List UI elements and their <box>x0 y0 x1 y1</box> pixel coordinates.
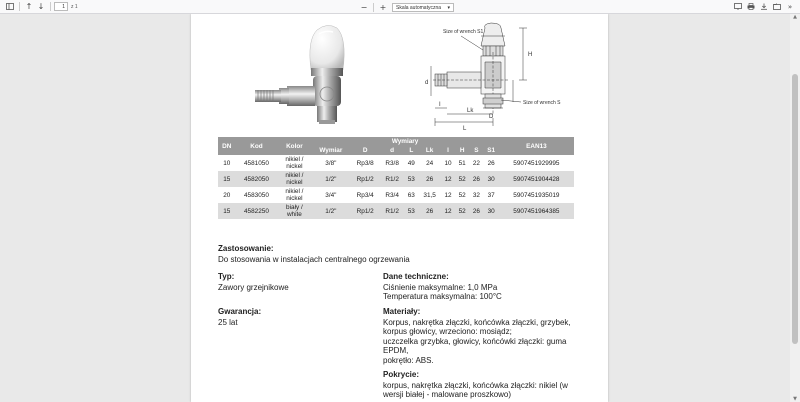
table-cell: R3/8 <box>385 159 399 167</box>
table-cell: Rp1/2 <box>350 203 380 219</box>
table-cell: 30 <box>483 171 498 187</box>
table-cell: 5907451935019 <box>513 191 560 199</box>
table-cell: 31,5 <box>423 191 436 199</box>
table-cell: 5907451904428 <box>499 171 574 187</box>
table-cell: 10 <box>223 159 231 167</box>
table-cell: R3/4 <box>385 191 399 199</box>
toolbar-right-group <box>732 1 800 13</box>
table-cell: 52 <box>455 171 469 187</box>
table-cell: 3/8" <box>325 159 337 167</box>
table-header: H <box>455 146 469 155</box>
print-icon[interactable] <box>745 1 757 13</box>
chevron-down-icon: ▾ <box>447 4 450 11</box>
drawing-label-L: L <box>463 126 467 132</box>
section-dane-techniczne <box>383 272 502 302</box>
table-cell: 26 <box>418 171 441 187</box>
table-row <box>218 187 574 203</box>
table-cell: 1/2" <box>311 171 350 187</box>
zoom-in-button[interactable]: + <box>379 2 387 12</box>
zoom-select-value: Skala automatyczna <box>396 4 442 11</box>
toolbar-separator <box>19 2 20 11</box>
table-cell: 3/4" <box>325 191 337 199</box>
table-cell: 26 <box>469 203 483 219</box>
section-text: EPDM, <box>383 346 409 356</box>
table-cell: 5907451929995 <box>513 159 560 167</box>
table-cell: R1/2 <box>380 171 404 187</box>
section-label: Typ: <box>218 272 235 281</box>
previous-page-icon[interactable]: ↑ <box>25 2 33 11</box>
table-header: Kolor <box>277 137 311 155</box>
table-cell: 4581050 <box>244 159 269 167</box>
toolbar-separator <box>50 2 51 11</box>
table-cell: 4583050 <box>244 191 269 199</box>
drawing-label-Lk: Lk <box>467 108 474 114</box>
section-text: korpus głowicy, wrzeciono: mosiądz; <box>383 327 512 337</box>
table-cell: 26 <box>418 203 441 219</box>
table-cell: 24 <box>426 159 434 167</box>
table-cell: nikiel / nickel <box>277 171 311 187</box>
table-cell: Rp3/4 <box>356 191 374 199</box>
page-count-label: z 1 <box>71 3 78 10</box>
document-viewer[interactable] <box>0 14 800 402</box>
scroll-up-icon[interactable]: ▲ <box>793 14 797 20</box>
section-gwarancja <box>218 307 261 327</box>
page-number-input[interactable]: 1 <box>54 2 68 11</box>
drawing-label-h: H <box>528 52 533 58</box>
table-header: D <box>350 146 380 155</box>
presentation-mode-icon[interactable] <box>732 1 744 13</box>
drawing-label-wrench-s1: Size of wrench S1 <box>443 29 484 35</box>
pdf-toolbar <box>0 0 800 14</box>
table-cell: 30 <box>483 203 498 219</box>
table-cell: 4582250 <box>236 203 278 219</box>
section-pokrycie <box>383 370 568 400</box>
table-header: Kod <box>236 137 278 155</box>
zoom-select[interactable] <box>392 3 454 12</box>
next-page-icon[interactable]: ↓ <box>37 2 45 11</box>
table-cell: 12 <box>441 203 455 219</box>
table-cell: 63 <box>407 191 415 199</box>
table-cell: 37 <box>487 191 495 199</box>
save-icon[interactable] <box>758 1 770 13</box>
section-label: Materiały: <box>383 307 421 316</box>
section-text: Ciśnienie maksymalne: 1,0 MPa <box>383 282 498 292</box>
table-cell: 10 <box>444 159 452 167</box>
drawing-label-d: d <box>425 80 429 86</box>
section-text: Do stosowania w instalacjach centralnego ogrzewania <box>218 254 410 264</box>
section-text: korpus, nakrętka złączki, końcówka złączki: nikiel (w <box>383 380 568 390</box>
table-cell: Rp3/8 <box>356 159 374 167</box>
section-text: wersji białej - malowane proszkowo) <box>383 390 512 400</box>
table-cell: 26 <box>487 159 495 167</box>
table-cell: R1/2 <box>380 203 404 219</box>
scrollbar-thumb[interactable] <box>792 74 798 344</box>
table-cell: biały / white <box>277 203 311 219</box>
table-row <box>218 171 574 187</box>
table-cell: 53 <box>404 171 418 187</box>
table-header: d <box>380 146 404 155</box>
section-label: Zastosowanie: <box>218 244 274 253</box>
table-cell: 1/2" <box>311 203 350 219</box>
table-header: L <box>404 146 418 155</box>
table-header: Wymiar <box>311 146 350 155</box>
drawing-label-wrench-s: Size of wrench S <box>523 100 561 106</box>
table-cell: 32 <box>472 191 480 199</box>
table-cell: 52 <box>458 191 466 199</box>
table-row <box>218 155 574 171</box>
vertical-scrollbar[interactable] <box>790 14 800 402</box>
section-materialy <box>383 307 571 366</box>
table-cell: 5907451964385 <box>499 203 574 219</box>
spec-table <box>218 137 574 219</box>
sidebar-toggle-icon[interactable] <box>4 1 16 13</box>
section-label: Dane techniczne: <box>383 272 449 281</box>
table-cell: 26 <box>469 171 483 187</box>
table-cell: 51 <box>458 159 466 167</box>
section-typ <box>218 272 289 292</box>
table-group-header: Wymiary <box>311 137 498 146</box>
section-zastosowanie <box>218 244 410 264</box>
table-header: EAN13 <box>499 137 574 155</box>
table-cell: 22 <box>472 159 480 167</box>
table-cell: 4582050 <box>236 171 278 187</box>
section-text: Korpus, nakrętka złączki, końcówka złączki, grzybek, <box>383 317 571 327</box>
table-cell: 15 <box>218 171 236 187</box>
table-cell: 53 <box>404 203 418 219</box>
table-header: S1 <box>483 146 498 155</box>
valve-technical-drawing <box>413 22 563 134</box>
section-text: uczczelka grzybka, głowicy, końcówki złączki: guma <box>383 336 567 346</box>
section-label: Pokrycie: <box>383 370 420 379</box>
table-cell: 12 <box>441 171 455 187</box>
table-header: S <box>469 146 483 155</box>
pdf-page <box>191 14 608 402</box>
section-label: Gwarancja: <box>218 307 262 316</box>
table-cell: Rp1/2 <box>350 171 380 187</box>
valve-product-photo <box>249 22 369 132</box>
drawing-label-D: D <box>489 114 494 120</box>
table-cell: nikiel / nickel <box>285 156 304 170</box>
table-header: DN <box>218 137 236 155</box>
bookmark-icon[interactable] <box>771 1 783 13</box>
table-cell: 12 <box>444 191 452 199</box>
table-header: I <box>441 146 455 155</box>
zoom-out-button[interactable]: − <box>360 2 368 12</box>
tools-menu-icon[interactable]: » <box>787 2 793 11</box>
section-text: 25 lat <box>218 317 238 327</box>
table-cell: 20 <box>223 191 231 199</box>
table-cell: 49 <box>407 159 415 167</box>
toolbar-separator <box>373 3 374 12</box>
section-text: Zawory grzejnikowe <box>218 282 289 292</box>
scroll-down-icon[interactable]: ▼ <box>793 396 797 402</box>
table-cell: 15 <box>218 203 236 219</box>
section-text: pokrętło: ABS. <box>383 355 434 365</box>
table-cell: 52 <box>455 203 469 219</box>
drawing-label-I: I <box>439 102 441 108</box>
table-header: Lk <box>418 146 441 155</box>
section-text: Temperatura maksymalna: 100°C <box>383 292 502 302</box>
table-row <box>218 203 574 219</box>
table-cell: nikiel / nickel <box>285 188 304 202</box>
